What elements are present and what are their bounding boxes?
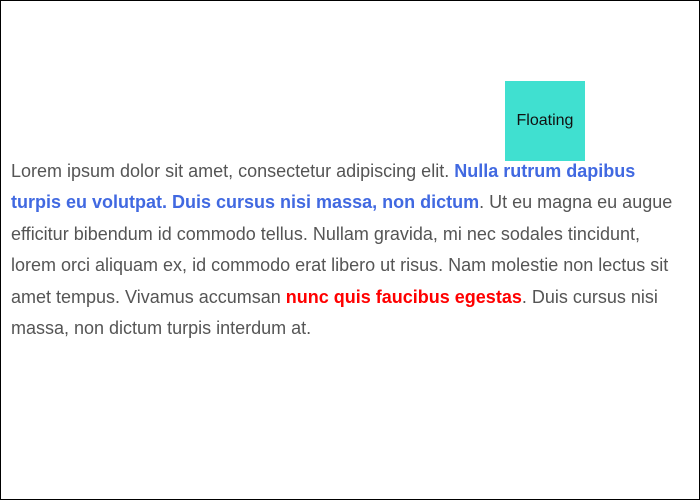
body-paragraph <box>11 156 681 344</box>
highlight-blue-text: Nulla rutrum dapibus turpis eu volutpat. Duis cursus nisi massa, non dictum <box>11 161 636 213</box>
floating-box: Floating <box>505 81 585 161</box>
text-segment-middle: . Ut eu magna eu augue efficitur bibendum id commodo tellus. Nullam gravida, mi nec sodales tincidunt, lorem orci aliquam ex, id commodo erat libero ut risus. Nam molestie non lectus sit amet tempus. Vivamus accumsan <box>11 192 673 307</box>
text-segment-end: . Duis cursus nisi massa, non dictum turpis interdum at. <box>11 286 658 339</box>
highlight-red-text: nunc quis faucibus egestas <box>285 286 522 307</box>
text-segment-intro: Lorem ipsum dolor sit amet, consectetur adipiscing elit. <box>11 161 455 181</box>
